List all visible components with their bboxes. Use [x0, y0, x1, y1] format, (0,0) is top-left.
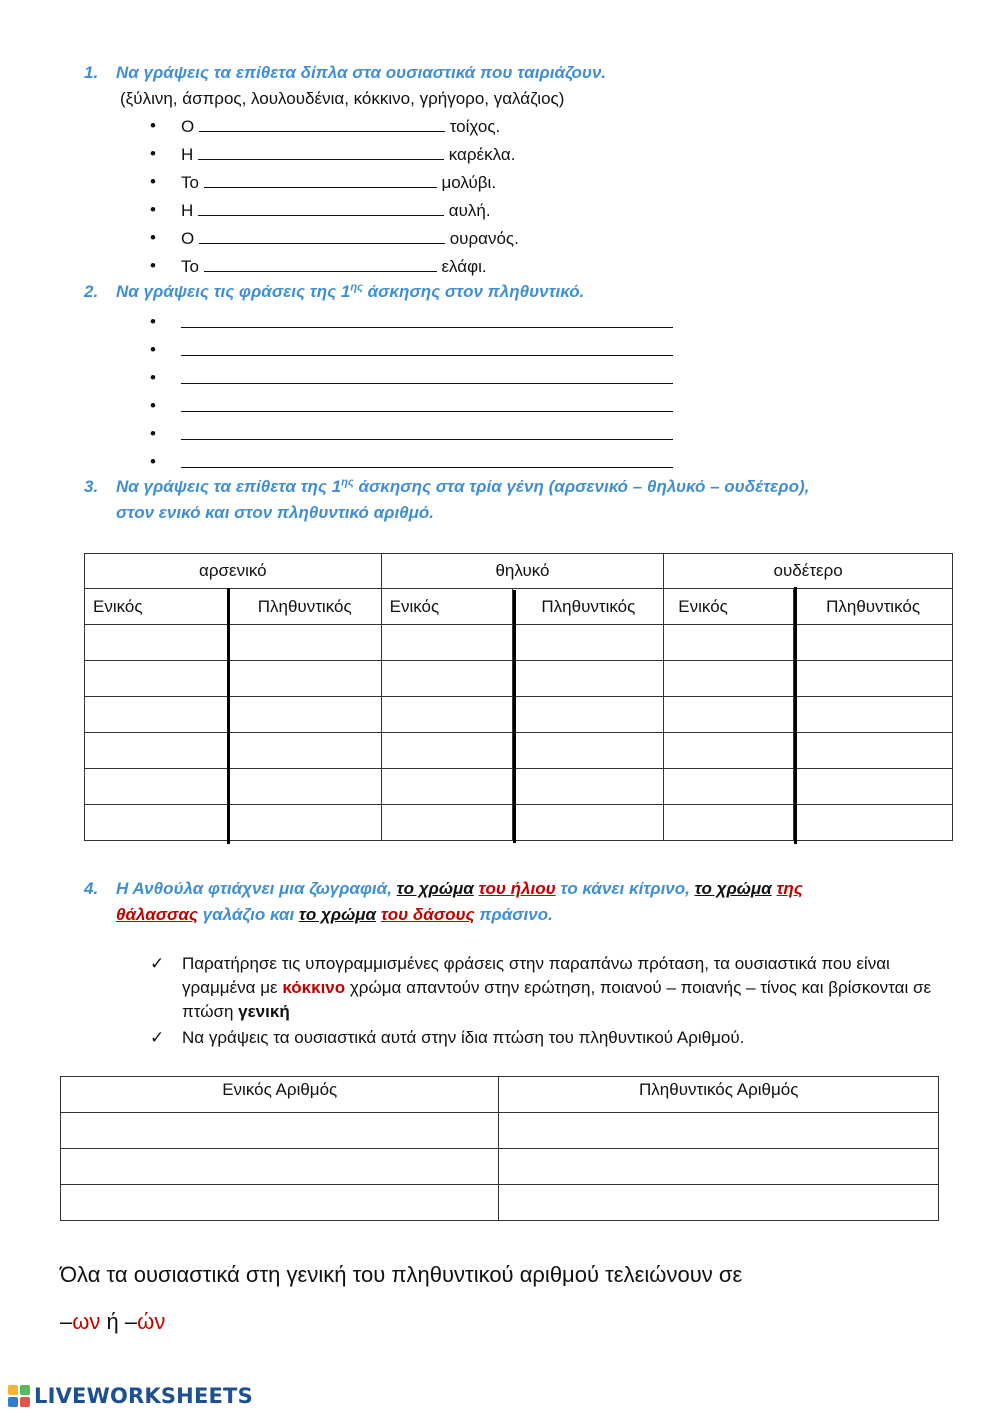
article: Η	[181, 201, 194, 220]
answer-line[interactable]	[181, 449, 673, 468]
table-row	[85, 625, 953, 661]
answer-line[interactable]	[181, 421, 673, 440]
bold-word: γενική	[238, 1002, 290, 1021]
answer-line[interactable]	[181, 365, 673, 384]
header-plural: Πληθυντικός	[228, 589, 381, 625]
answer-cell[interactable]	[381, 625, 513, 661]
article: Ο	[181, 117, 195, 136]
answer-cell[interactable]	[228, 805, 381, 841]
header-feminine: θηλυκό	[381, 554, 664, 589]
bullet-icon: •	[150, 340, 156, 359]
genders-table	[84, 553, 953, 841]
answer-cell[interactable]	[664, 661, 794, 697]
bullet-icon: •	[150, 424, 156, 443]
answer-cell[interactable]	[381, 805, 513, 841]
genitive-noun: του ήλιου	[478, 879, 556, 898]
question-4-title: 4. Η Ανθούλα φτιάχνει μια ζωγραφιά, το χρώμα του ήλιου το κάνει κίτρινο, το χρώμα της θάλασσας γαλάζιο και το χρώμα του δάσους πράσινο.	[84, 879, 803, 924]
logo-text: LIVEWORKSHEETS	[34, 1384, 253, 1408]
question-3-title: 3. Να γράψεις τα επίθετα της $1^{\eta\varsigma}$ άσκησης στα τρία γένη (αρσενικό – θηλυκό – ουδέτερο), στον ενικό και στον πληθυντικό αριθμό.	[84, 476, 810, 522]
answer-cell[interactable]	[228, 661, 381, 697]
ending-unaccented: ων	[72, 1309, 101, 1334]
answer-cell[interactable]	[85, 805, 229, 841]
header-singular-number: Ενικός Αριθμός	[61, 1077, 499, 1113]
answer-cell[interactable]	[513, 661, 664, 697]
ending-accented: ών	[137, 1309, 166, 1334]
answer-cell[interactable]	[794, 805, 953, 841]
answer-cell[interactable]	[85, 625, 229, 661]
answer-cell[interactable]	[228, 697, 381, 733]
bullet-icon: •	[150, 452, 156, 471]
article: Ο	[181, 229, 195, 248]
noun: αυλή.	[448, 201, 491, 220]
answer-cell[interactable]	[381, 697, 513, 733]
answer-blank[interactable]	[198, 197, 444, 216]
header-singular: Ενικός	[381, 589, 513, 625]
header-plural: Πληθυντικός	[513, 589, 664, 625]
answer-cell[interactable]	[513, 697, 664, 733]
bullet-icon: •	[150, 144, 156, 163]
answer-cell[interactable]	[499, 1113, 939, 1149]
table-row	[61, 1149, 939, 1185]
answer-cell[interactable]	[85, 733, 229, 769]
table-row	[85, 805, 953, 841]
answer-blank[interactable]	[204, 169, 437, 188]
grammar-rule: Όλα τα ουσιαστικά στη γενική του πληθυντικού αριθμού τελειώνουν σε	[60, 1262, 743, 1287]
answer-cell[interactable]	[794, 625, 953, 661]
answer-cell[interactable]	[381, 769, 513, 805]
answer-cell[interactable]	[664, 805, 794, 841]
answer-line[interactable]	[181, 337, 673, 356]
column-divider	[513, 590, 516, 843]
answer-cell[interactable]	[664, 625, 794, 661]
logo-mark-icon	[8, 1385, 30, 1407]
answer-cell[interactable]	[794, 661, 953, 697]
answer-cell[interactable]	[228, 625, 381, 661]
answer-line[interactable]	[181, 309, 673, 328]
list-item: ✓ Να γράψεις τα ουσιαστικά αυτά στην ίδια πτώση του πληθυντικού Αριθμού.	[150, 1026, 950, 1050]
answer-cell[interactable]	[794, 697, 953, 733]
answer-blank[interactable]	[204, 253, 437, 272]
table-row	[85, 661, 953, 697]
answer-cell[interactable]	[513, 625, 664, 661]
answer-cell[interactable]	[499, 1185, 939, 1221]
answer-cell[interactable]	[61, 1113, 499, 1149]
underlined-phrase: το χρώμα	[396, 879, 474, 898]
column-divider	[794, 587, 797, 844]
answer-cell[interactable]	[228, 769, 381, 805]
answer-cell[interactable]	[664, 733, 794, 769]
grammar-endings: –ων ή –ών	[60, 1309, 166, 1334]
header-singular: Ενικός	[664, 589, 794, 625]
bullet-icon: •	[150, 116, 156, 135]
list-item: ✓ Παρατήρησε τις υπογραμμισμένες φράσεις στην παραπάνω πρόταση, τα ουσιαστικά που είναι γραμμένα με κόκκινο χρώμα απαντούν στην ερώτηση, ποιανού – ποιανής – τίνος και βρίσκονται σε πτώση γενική	[150, 954, 932, 1021]
liveworksheets-logo[interactable]	[8, 1383, 253, 1409]
header-plural: Πληθυντικός	[794, 589, 953, 625]
answer-cell[interactable]	[794, 769, 953, 805]
genitive-noun: θάλασσας	[116, 905, 198, 924]
bullet-icon: •	[150, 172, 156, 191]
answer-cell[interactable]	[381, 733, 513, 769]
answer-cell[interactable]	[513, 769, 664, 805]
answer-cell[interactable]	[664, 769, 794, 805]
bullet-icon: •	[150, 228, 156, 247]
instructions-list	[150, 952, 950, 1052]
answer-cell[interactable]	[513, 805, 664, 841]
header-masculine: αρσενικό	[85, 554, 382, 589]
bullet-icon: •	[150, 256, 156, 275]
word-bank: (ξύλινη, άσπρος, λουλουδένια, κόκκινο, γρήγορο, γαλάζιος)	[120, 89, 565, 108]
answer-blank[interactable]	[198, 141, 444, 160]
answer-blank[interactable]	[199, 225, 445, 244]
bullet-icon: •	[150, 368, 156, 387]
answer-cell[interactable]	[85, 661, 229, 697]
checkmark-icon: ✓	[150, 954, 165, 973]
genitive-noun: της	[776, 879, 803, 898]
table-row	[85, 733, 953, 769]
noun: ελάφι.	[441, 257, 487, 276]
answer-cell[interactable]	[61, 1149, 499, 1185]
answer-cell[interactable]	[228, 733, 381, 769]
noun: τοίχος.	[449, 117, 501, 136]
article: Το	[181, 257, 199, 276]
bullet-icon: •	[150, 200, 156, 219]
header-neuter: ουδέτερο	[664, 554, 953, 589]
underlined-phrase: το χρώμα	[694, 879, 772, 898]
noun: μολύβι.	[441, 173, 497, 192]
underlined-phrase: το χρώμα	[298, 905, 377, 924]
checkmark-icon: ✓	[150, 1028, 165, 1047]
bullet-icon: •	[150, 312, 156, 331]
number-table	[60, 1076, 939, 1221]
header-plural-number: Πληθυντικός Αριθμός	[499, 1077, 939, 1113]
answer-cell[interactable]	[499, 1149, 939, 1185]
bullet-icon: •	[150, 396, 156, 415]
answer-cell[interactable]	[794, 733, 953, 769]
question-2-title: 2. Να γράψεις τις φράσεις της $1^{\eta\varsigma}$ άσκησης στον πληθυντικό.	[84, 281, 585, 301]
answer-cell[interactable]	[513, 733, 664, 769]
red-word: κόκκινο	[282, 978, 346, 997]
column-divider	[227, 588, 230, 844]
noun: καρέκλα.	[448, 145, 516, 164]
answer-cell[interactable]	[85, 697, 229, 733]
table-row	[85, 697, 953, 733]
answer-cell[interactable]	[664, 697, 794, 733]
table-row	[61, 1185, 939, 1221]
answer-line[interactable]	[181, 393, 673, 412]
table-row	[85, 769, 953, 805]
noun: ουρανός.	[449, 229, 519, 248]
article: Η	[181, 145, 194, 164]
answer-cell[interactable]	[61, 1185, 499, 1221]
table-row	[61, 1113, 939, 1149]
genitive-noun: του δάσους	[380, 905, 475, 924]
answer-blank[interactable]	[199, 113, 445, 132]
question-1-title: 1. Να γράψεις τα επίθετα δίπλα στα ουσιαστικά που ταιριάζουν.	[84, 63, 607, 82]
answer-cell[interactable]	[381, 661, 513, 697]
answer-cell[interactable]	[85, 769, 229, 805]
header-singular: Ενικός	[85, 589, 229, 625]
article: Το	[181, 173, 199, 192]
